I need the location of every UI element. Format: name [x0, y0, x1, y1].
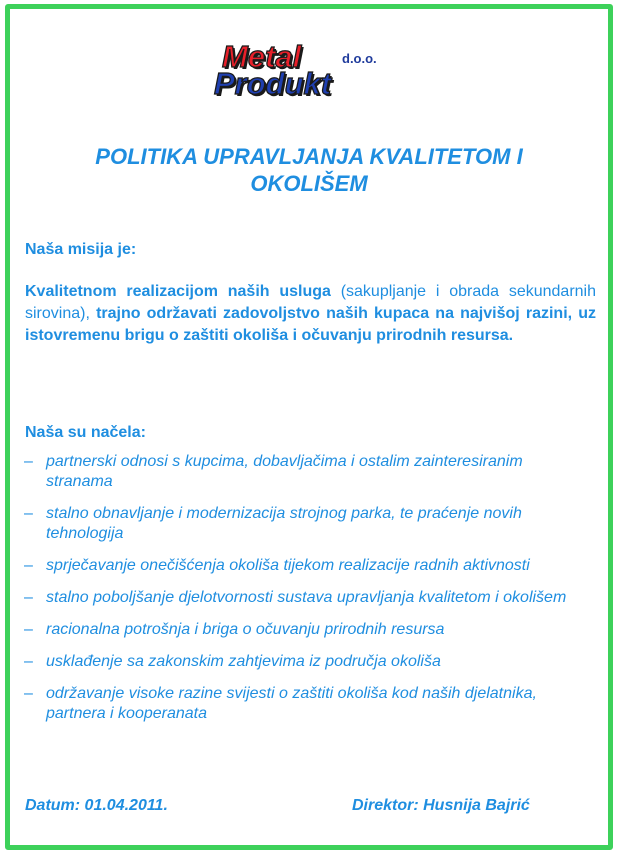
- principle-text: usklađenje sa zakonskim zahtjevima iz područja okoliša: [46, 653, 441, 670]
- principle-item: [22, 452, 592, 492]
- principle-text: stalno poboljšanje djelotvornosti sustava upravljanja kvalitetom i okolišem: [46, 589, 567, 606]
- company-logo: [214, 40, 406, 106]
- logo-word-metal: Metal: [222, 39, 302, 74]
- mission-heading: Naša misija je:: [25, 241, 137, 258]
- principle-text: sprječavanje onečišćenja okoliša tijekom realizacije radnih aktivnosti: [46, 557, 530, 574]
- principle-item: [22, 652, 592, 672]
- principle-item: [22, 684, 592, 724]
- bullet-dash: –: [24, 505, 33, 522]
- principle-item: [22, 504, 592, 544]
- principles-heading: Naša su načela:: [25, 424, 146, 441]
- document-date: Datum: 01.04.2011.: [25, 797, 168, 814]
- bullet-dash: –: [24, 557, 33, 574]
- logo-word-produkt: Produkt: [214, 66, 332, 101]
- principle-text: racionalna potrošnja i briga o očuvanju prirodnih resursa: [46, 621, 445, 638]
- title-line-1: POLITIKA UPRAVLJANJA KVALITETOM I: [95, 144, 523, 169]
- principle-item: [22, 556, 592, 576]
- bullet-dash: –: [24, 453, 33, 470]
- principles-list: [22, 452, 592, 736]
- principle-item: [22, 620, 592, 640]
- principle-text: održavanje visoke razine svijesti o zaštiti okoliša kod naših djelatnika, partnera i kooperanata: [46, 685, 537, 722]
- bullet-dash: –: [24, 621, 33, 638]
- mission-part-3: trajno održavati zadovoljstvo naših kupaca na najvišoj razini, uz istovremenu brigu o zaštiti okoliša i očuvanju prirodnih resursa.: [25, 305, 597, 344]
- logo-suffix: d.o.o.: [342, 51, 377, 66]
- mission-statement: [25, 281, 596, 347]
- document-title: [25, 143, 593, 197]
- principle-text: partnerski odnosi s kupcima, dobavljačima i ostalim zainteresiranim stranama: [46, 453, 523, 490]
- bullet-dash: –: [24, 685, 33, 702]
- principle-text: stalno obnavljanje i modernizacija strojnog parka, te praćenje novih tehnologija: [46, 505, 522, 542]
- principle-item: [22, 588, 592, 608]
- director-signature-line: Direktor: Husnija Bajrić: [352, 797, 530, 814]
- mission-part-1: Kvalitetnom realizacijom naših usluga: [25, 283, 331, 300]
- mission-part-2: (sakupljanje i obrada sekundarnih sirovina),: [25, 283, 597, 322]
- bullet-dash: –: [24, 589, 33, 606]
- title-line-2: OKOLIŠEM: [250, 171, 368, 196]
- bullet-dash: –: [24, 653, 33, 670]
